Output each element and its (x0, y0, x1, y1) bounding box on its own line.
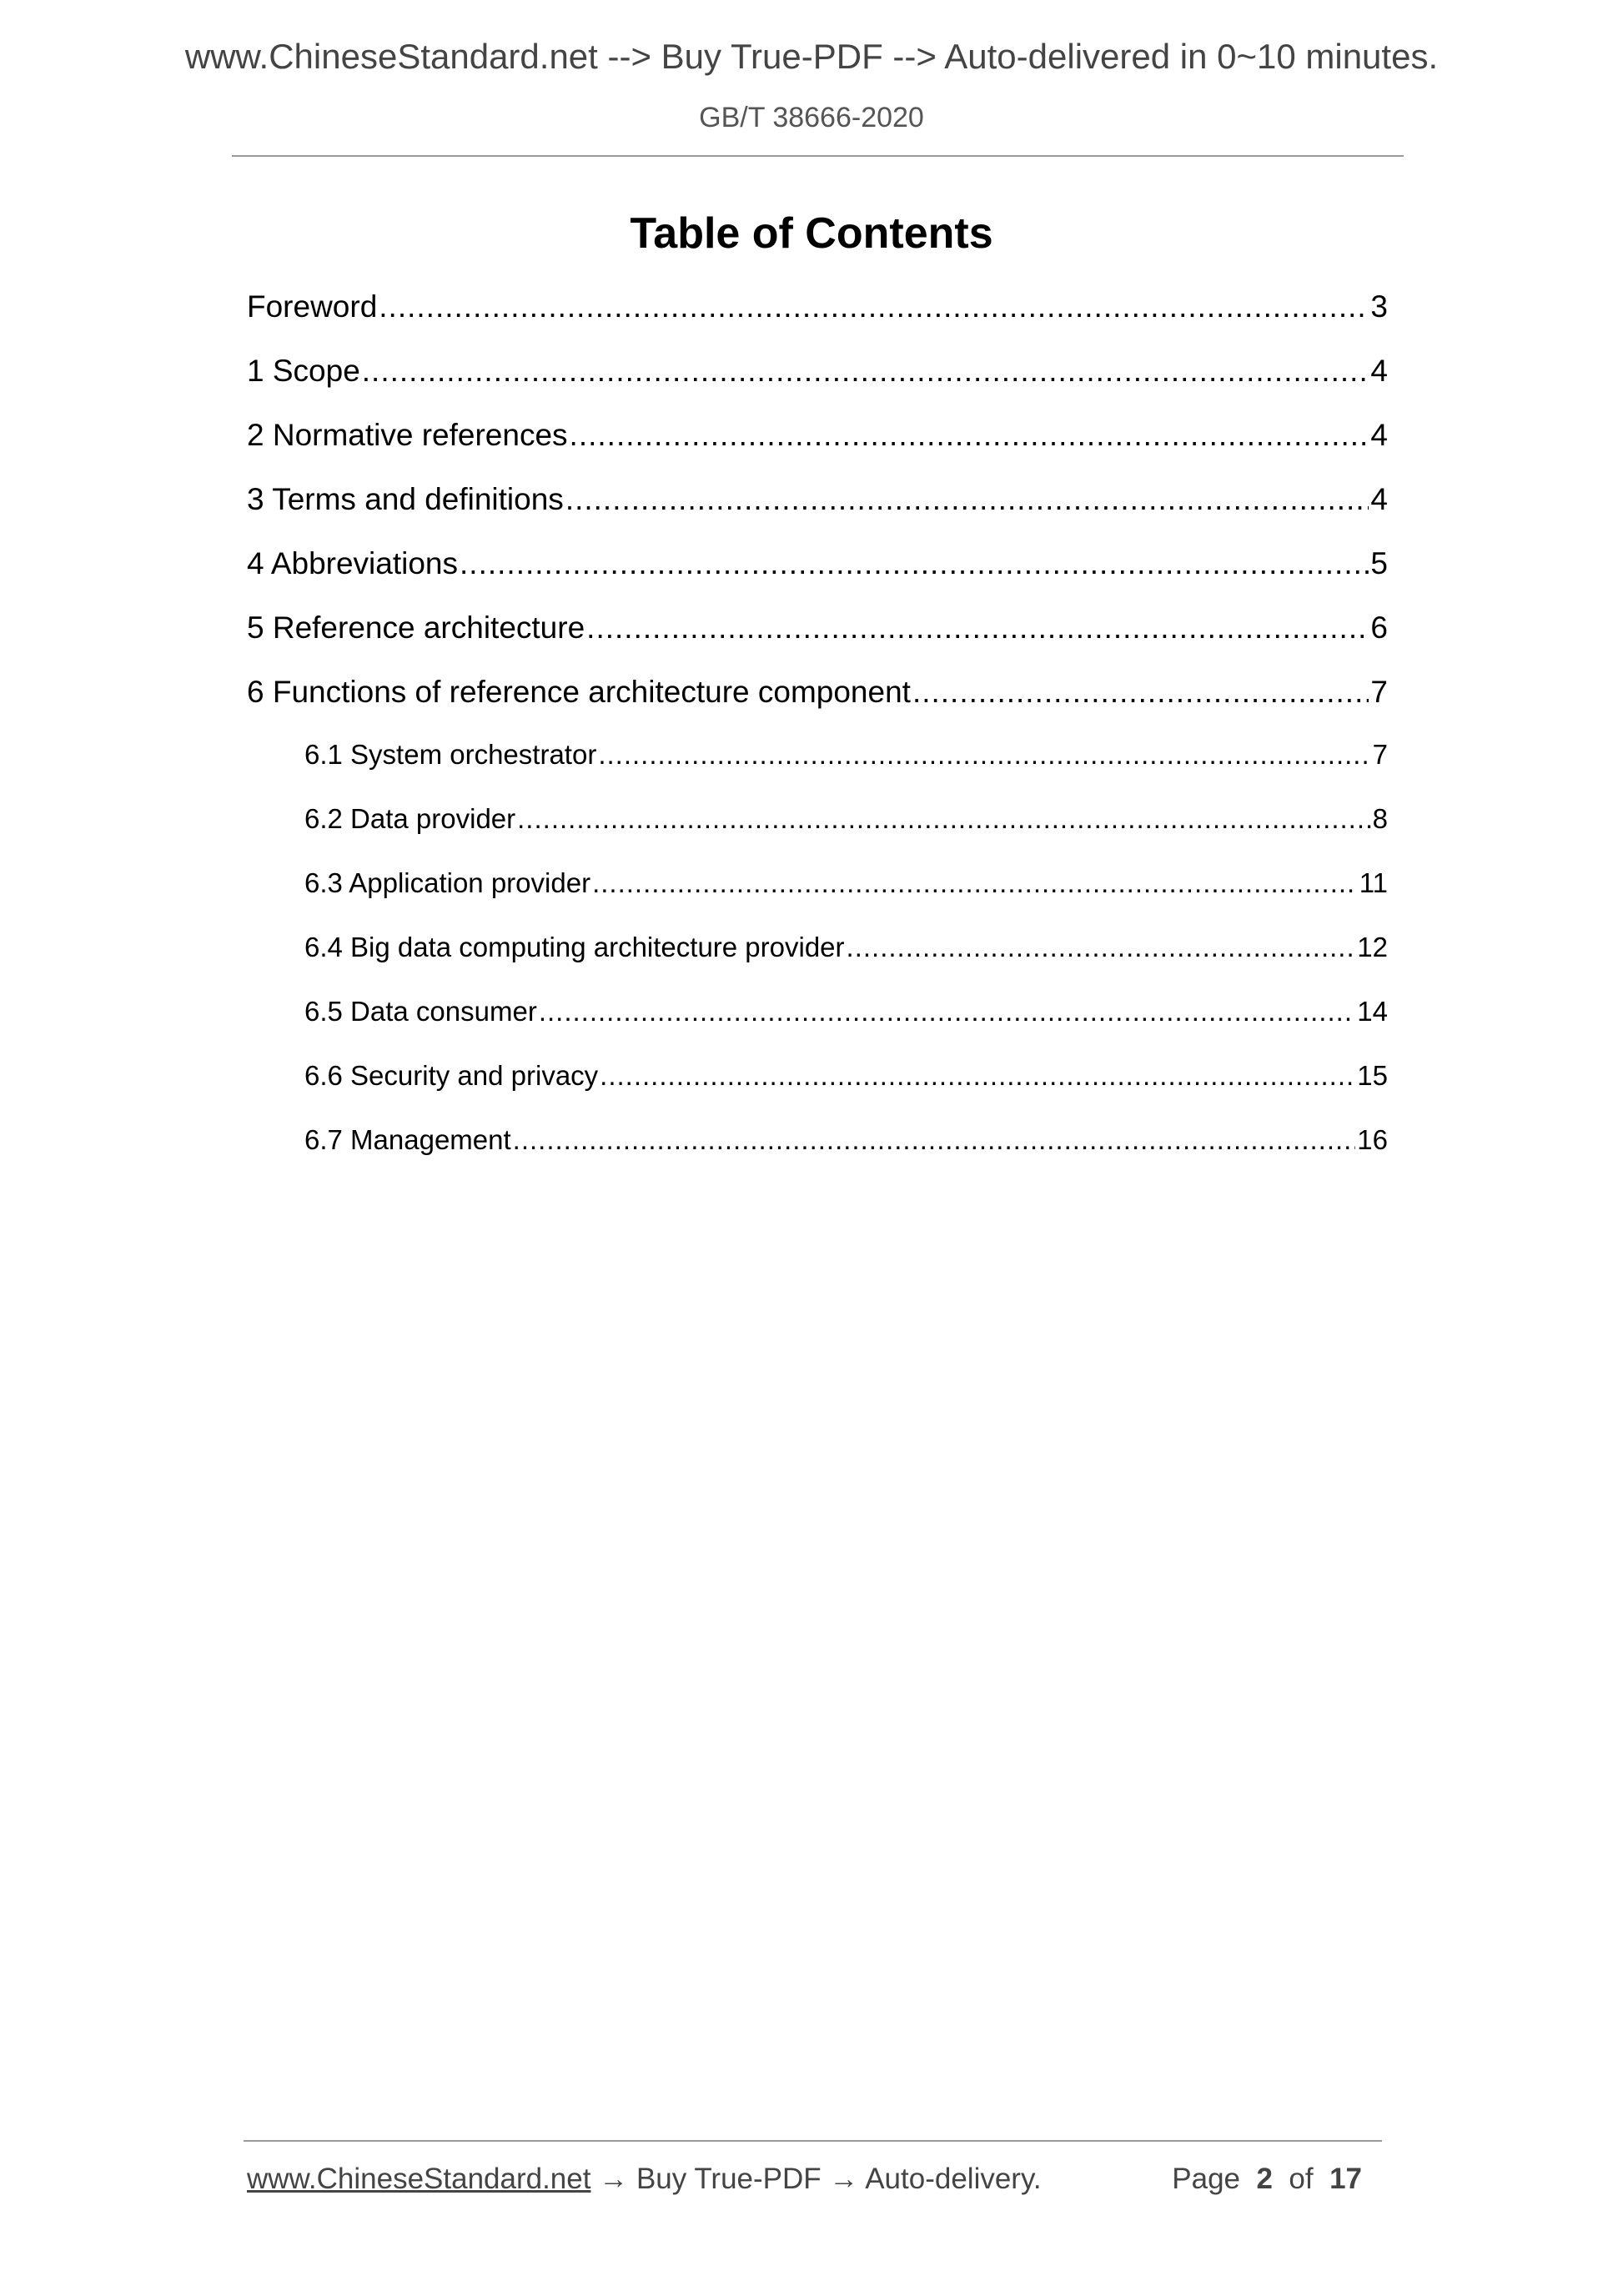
toc-entry-label: 6.3 Application provider (304, 867, 591, 898)
dot-leader (570, 418, 1369, 453)
dot-leader (586, 610, 1369, 646)
dot-leader (912, 675, 1369, 710)
table-of-contents (247, 289, 1388, 1188)
dot-leader (539, 996, 1355, 1027)
toc-entry[interactable] (247, 1060, 1388, 1124)
standard-code: GB/T 38666-2020 (699, 102, 924, 133)
toc-entry-label: 6.1 System orchestrator (304, 739, 597, 770)
header-divider (232, 155, 1404, 157)
toc-entry-label: 6 Functions of reference architecture component (247, 675, 911, 709)
toc-entry[interactable] (247, 546, 1388, 610)
dot-leader (565, 482, 1369, 517)
toc-entry-label: 6.6 Security and privacy (304, 1060, 599, 1091)
toc-entry-page: 4 (1370, 418, 1388, 452)
toc-entry-page: 5 (1370, 546, 1388, 580)
toc-entry-label: 2 Normative references (247, 418, 568, 452)
page-word: Page (1172, 2163, 1241, 2195)
dot-leader (598, 739, 1370, 771)
toc-entry-label: 6.7 Management (304, 1124, 511, 1155)
toc-entry-page: 15 (1357, 1060, 1388, 1091)
page-indicator (1172, 2163, 1382, 2196)
footer-buy: Buy True-PDF (636, 2163, 822, 2195)
toc-entry-page: 4 (1370, 354, 1388, 388)
toc-entry[interactable] (247, 418, 1388, 482)
toc-entry[interactable] (247, 482, 1388, 546)
footer-divider (244, 2140, 1382, 2142)
toc-entry[interactable] (247, 803, 1388, 867)
toc-entry-label: 5 Reference architecture (247, 610, 585, 645)
toc-entry-label: 3 Terms and definitions (247, 482, 564, 516)
toc-entry-page: 12 (1357, 932, 1388, 962)
toc-entry[interactable] (247, 932, 1388, 996)
toc-entry[interactable] (247, 1124, 1388, 1188)
toc-entry-page: 4 (1370, 482, 1388, 516)
dot-leader (513, 1124, 1356, 1156)
toc-entry-label: 1 Scope (247, 354, 360, 388)
dot-leader (460, 546, 1369, 581)
header-banner: www.ChineseStandard.net --> Buy True-PDF --> Auto-delivered in 0~10 minutes. (184, 37, 1439, 76)
arrow-icon: → (599, 2163, 629, 2195)
toc-entry[interactable] (247, 867, 1388, 932)
toc-entry[interactable] (247, 289, 1388, 354)
toc-entry-page: 7 (1370, 675, 1388, 709)
page-total: 17 (1329, 2163, 1362, 2195)
page-current: 2 (1256, 2163, 1273, 2195)
toc-entry-page: 8 (1372, 803, 1388, 834)
footer (247, 2163, 1382, 2196)
dot-leader (600, 1060, 1355, 1092)
toc-entry[interactable] (247, 354, 1388, 418)
toc-entry-page: 11 (1359, 867, 1388, 898)
toc-entry-page: 3 (1370, 289, 1388, 324)
footer-delivery: Auto-delivery. (865, 2163, 1042, 2195)
toc-entry[interactable] (247, 610, 1388, 675)
toc-entry-label: 4 Abbreviations (247, 546, 459, 580)
footer-site-link[interactable]: www.ChineseStandard.net (247, 2163, 591, 2195)
toc-entry-page: 16 (1357, 1124, 1388, 1155)
toc-entry-page: 6 (1370, 610, 1388, 645)
toc-entry-label: Foreword (247, 289, 378, 324)
of-word: of (1289, 2163, 1314, 2195)
dot-leader (847, 932, 1356, 963)
toc-entry[interactable] (247, 675, 1388, 739)
page-title: Table of Contents (630, 209, 993, 258)
toc-entry-label: 6.2 Data provider (304, 803, 516, 834)
toc-entry-label: 6.4 Big data computing architecture provider (304, 932, 845, 962)
dot-leader (362, 354, 1369, 389)
arrow-icon: → (829, 2163, 859, 2195)
dot-leader (517, 803, 1371, 835)
footer-left (247, 2163, 1042, 2196)
toc-entry-label: 6.5 Data consumer (304, 996, 537, 1027)
dot-leader (592, 867, 1358, 899)
toc-entry[interactable] (247, 739, 1388, 803)
toc-entry-page: 7 (1372, 739, 1388, 770)
toc-entry[interactable] (247, 996, 1388, 1060)
dot-leader (379, 289, 1369, 324)
toc-entry-page: 14 (1357, 996, 1388, 1027)
